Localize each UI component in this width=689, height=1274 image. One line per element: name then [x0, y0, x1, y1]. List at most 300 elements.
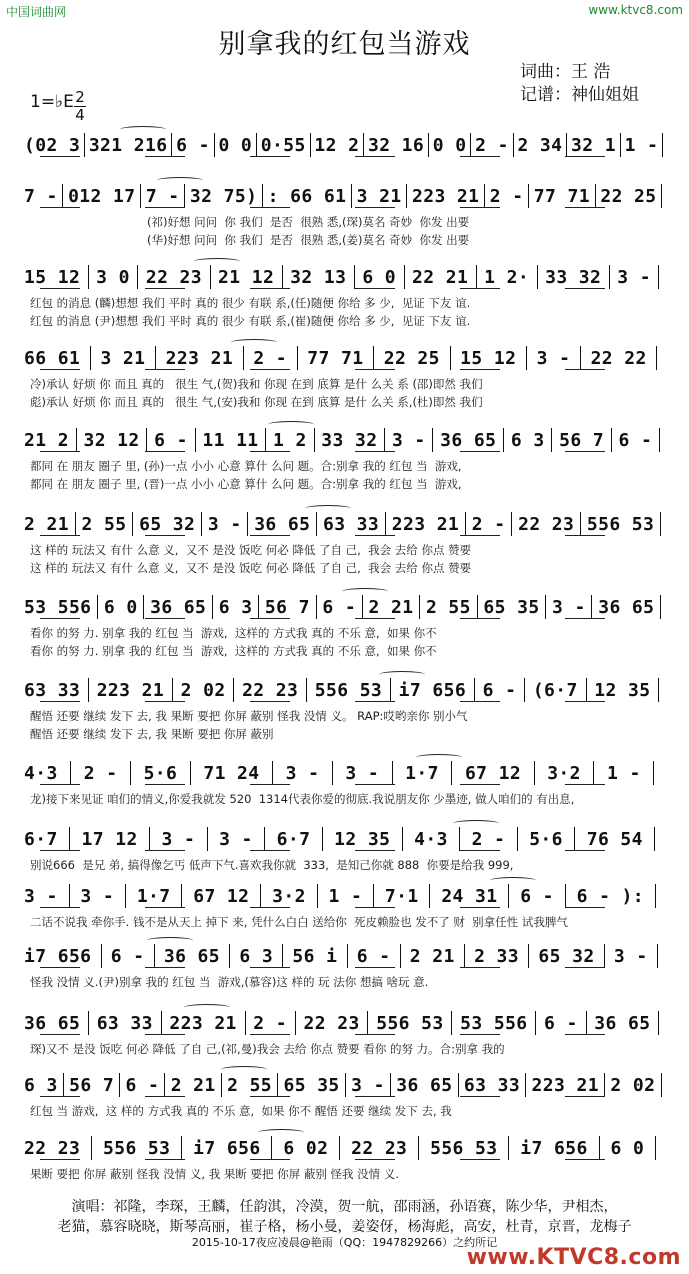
bar-line: [658, 1011, 659, 1035]
slur-mark: [490, 877, 536, 884]
beam-underline: [460, 1034, 500, 1035]
bar-line: [517, 827, 518, 851]
bar-line: [181, 1136, 182, 1160]
measure: 2 55: [425, 596, 471, 618]
lyric-line: 这 样的 玩法又 有什 么意 义, 又不 是没 饭吃 何必 降低 了自 己, 我会 去给 你点 赞要: [30, 543, 472, 557]
bar-line: [314, 428, 315, 452]
measure: 65 32: [538, 945, 595, 967]
measure: 223 21: [391, 513, 460, 535]
bar-line: [260, 884, 261, 908]
beam-underline: [145, 156, 185, 157]
beam-underline: [355, 156, 395, 157]
beam-underline: [250, 701, 290, 702]
note-line: [0, 943, 689, 969]
bar-line: [524, 678, 525, 702]
bar-line: [154, 944, 155, 968]
measure: 22 23: [351, 1137, 408, 1159]
bar-line: [70, 761, 71, 785]
bar-line: [476, 265, 477, 289]
measure: 63 33: [96, 1012, 153, 1034]
bar-line: [611, 428, 612, 452]
measure: 012 17: [68, 185, 136, 207]
bar-line: [214, 133, 215, 157]
key-signature: 1=♭E: [30, 92, 74, 112]
bar-line: [620, 133, 621, 157]
beam-underline: [565, 207, 605, 208]
measure: 3 -: [24, 885, 58, 907]
bar-line: [604, 1073, 605, 1097]
beam-underline: [145, 850, 185, 851]
lyric-line: 龙)接下来见证 咱们的情义,你爱我就发 520 1314代表你爱的彻底.我说朋友你 少墨迹, 做人咱们的 有出息,: [30, 792, 575, 806]
bar-line: [655, 1136, 656, 1160]
bar-line: [295, 1011, 296, 1035]
bar-line: [195, 428, 196, 452]
lyric-line: 醒悟 还要 继续 发下 去, 我 果断 要把 你屏 蔽别: [30, 727, 274, 741]
measure: 77 71: [307, 347, 364, 369]
measure: 6 -: [125, 1074, 160, 1096]
lyric-line: 红包 的消息 (麟)想想 我们 平时 真的 很少 有联 系,(任)随便 你给 多 少, 见证 下友 谊.: [30, 296, 471, 310]
measure: 223 21: [169, 1012, 237, 1034]
measure: 4·3: [414, 828, 448, 850]
bar-line: [101, 944, 102, 968]
measure: 6 3: [218, 596, 253, 618]
measure: 3 21: [356, 185, 402, 207]
bar-line: [63, 1073, 64, 1097]
bar-line: [609, 265, 610, 289]
measure: 0 0: [218, 134, 253, 156]
measure: : 66 61: [267, 185, 347, 207]
measure: i7 656: [398, 679, 467, 701]
bar-line: [282, 944, 283, 968]
beam-underline: [460, 967, 500, 968]
bar-line: [229, 944, 230, 968]
bar-line: [282, 265, 283, 289]
bar-line: [88, 265, 89, 289]
slur-mark: [120, 126, 166, 133]
measure: 71 24: [203, 762, 260, 784]
note-line: [0, 1072, 689, 1098]
beam-underline: [145, 784, 185, 785]
bar-line: [367, 1011, 368, 1035]
lyric-line: 红包 当 游戏, 这 样的 方式我 真的 不乐 意, 如果 你不 醒悟 还要 继续 发下 去, 我: [30, 1104, 452, 1118]
performers-line-2: 老猫，慕容晓晓，斯琴高丽，崔子格，杨小曼，姜姿伢，杨海彪，高安，杜青，京晋，龙梅子: [57, 1219, 632, 1235]
bar-line: [656, 346, 657, 370]
beam-underline: [565, 451, 605, 452]
lyric-line: 红包 的消息 (尹)想想 我们 平时 真的 很少 有联 系,(崔)随便 你给 多 少, 见证 下友 谊.: [30, 314, 471, 328]
measure: 3 -: [161, 828, 196, 850]
bar-line: [404, 265, 405, 289]
measure: 6 3: [24, 1074, 58, 1096]
beam-underline: [565, 1159, 605, 1160]
bar-line: [347, 944, 348, 968]
measure: 67 12: [193, 885, 250, 907]
beam-underline: [460, 156, 500, 157]
measure: 556 53: [314, 679, 383, 701]
measure: 22 23: [24, 1137, 81, 1159]
measure: 223 21: [165, 347, 234, 369]
measure: 22 25: [600, 185, 657, 207]
bar-line: [322, 827, 323, 851]
measure: 5·6: [143, 762, 178, 784]
measure: 2 -: [253, 1012, 288, 1034]
bar-line: [586, 678, 587, 702]
beam-underline: [145, 369, 185, 370]
measure: 2 -: [471, 828, 506, 850]
measure: 36 65: [440, 429, 497, 451]
bar-line: [503, 428, 504, 452]
lyric-line: 看你 的努 力. 别拿 我的 红包 当 游戏, 这样的 方式我 真的 不乐 意, 如果 你不: [30, 626, 437, 640]
bar-line: [428, 133, 429, 157]
slur-mark: [379, 671, 425, 678]
measure: (02 3: [24, 134, 81, 156]
bar-line: [511, 512, 512, 536]
bar-line: [450, 346, 451, 370]
measure: 6 02: [283, 1137, 329, 1159]
bar-line: [451, 1011, 452, 1035]
bar-line: [429, 884, 430, 908]
bar-line: [233, 678, 234, 702]
bar-line: [528, 944, 529, 968]
measure: 22 23: [145, 266, 203, 288]
bar-line: [580, 346, 581, 370]
bar-line: [662, 133, 663, 157]
bar-line: [534, 761, 535, 785]
measure: 32 75): [189, 185, 258, 207]
measure: 556 53: [430, 1137, 498, 1159]
beam-underline: [460, 288, 500, 289]
bar-line: [535, 1011, 536, 1035]
beam-underline: [40, 369, 80, 370]
measure: 22 22: [590, 347, 647, 369]
beam-underline: [565, 701, 605, 702]
bar-line: [277, 1073, 278, 1097]
beam-underline: [460, 451, 500, 452]
measure: 1 2: [273, 429, 307, 451]
measure: 223 21: [411, 185, 480, 207]
measure: 223 21: [96, 679, 165, 701]
bar-line: [354, 265, 355, 289]
measure: 56 7: [264, 596, 310, 618]
measure: 36 65: [150, 596, 207, 618]
beam-underline: [355, 701, 395, 702]
measure: 6 0: [610, 1137, 645, 1159]
bar-line: [130, 761, 131, 785]
measure: 2 -: [83, 762, 118, 784]
lyric-line: 二话不说我 牵你手. 钱不是从天上 掉下 来, 凭什么白白 送给你 死皮赖脸也 发不了 财 别拿任性 试我脾气: [30, 915, 568, 929]
beam-underline: [565, 535, 605, 536]
bar-line: [310, 133, 311, 157]
beam-underline: [355, 850, 395, 851]
bar-line: [580, 512, 581, 536]
beam-underline: [355, 207, 395, 208]
beam-underline: [250, 850, 290, 851]
bar-line: [451, 761, 452, 785]
bar-line: [362, 595, 363, 619]
slur-mark: [147, 937, 193, 944]
beam-underline: [145, 451, 185, 452]
measure: 6 0: [103, 596, 138, 618]
beam-underline: [250, 1096, 290, 1097]
measure: 7·1: [384, 885, 419, 907]
time-signature: [74, 90, 86, 123]
beam-underline: [250, 967, 290, 968]
bar-line: [654, 827, 655, 851]
measure: 65 35: [483, 596, 540, 618]
bar-line: [566, 133, 567, 157]
beam-underline: [145, 1096, 185, 1097]
beam-underline: [460, 618, 500, 619]
transcription-note: 2015-10-17夜应凌晨@艳雨（QQ：1947829266）之约所记: [191, 1236, 498, 1249]
measure: 1 -: [606, 762, 641, 784]
lyric-line: 都同 在 朋友 圈子 里, (晋)一点 小小 心意 算什 么问 题。合:别拿 我的 红包 当 游戏,: [30, 477, 462, 491]
bar-line: [419, 595, 420, 619]
measure: 3 -: [617, 266, 651, 288]
beam-underline: [565, 618, 605, 619]
measure: 6 -: [322, 596, 357, 618]
bar-line: [172, 678, 173, 702]
beam-underline: [355, 907, 395, 908]
measure: 3 -: [345, 762, 380, 784]
measure: 65 32: [139, 513, 196, 535]
measure: 321 216: [88, 134, 168, 156]
bar-line: [265, 428, 266, 452]
bar-line: [657, 944, 658, 968]
beam-underline: [145, 618, 185, 619]
note-line: [0, 594, 689, 620]
beam-underline: [145, 907, 185, 908]
bar-line: [264, 827, 265, 851]
measure: 7 -: [145, 185, 180, 207]
bar-line: [125, 884, 126, 908]
bar-line: [658, 265, 659, 289]
measure: 2 -: [475, 134, 509, 156]
bar-line: [390, 678, 391, 702]
beam-underline: [250, 1034, 290, 1035]
beam-underline: [250, 288, 290, 289]
beam-underline: [40, 535, 80, 536]
measure: 6 -: [544, 1012, 578, 1034]
bar-line: [384, 428, 385, 452]
beam-underline: [145, 288, 185, 289]
beam-underline: [460, 784, 500, 785]
beam-underline: [460, 850, 500, 851]
beam-underline: [40, 1034, 80, 1035]
slur-mark: [416, 754, 462, 761]
lyric-line: 彪)承认 好烦 你 而且 真的 很生 气,(安)我和 你现 在到 底算 是什 么关 系,(杜)即然 我们: [30, 395, 483, 409]
measure: 24 31: [441, 885, 498, 907]
beam-underline: [565, 850, 605, 851]
measure: 2 21: [409, 945, 455, 967]
measure: 56 i: [292, 945, 338, 967]
bar-line: [470, 133, 471, 157]
bar-line: [271, 1136, 272, 1160]
measure: 6 -: [176, 134, 210, 156]
note-line: [0, 1135, 689, 1161]
measure: 76 54: [586, 828, 643, 850]
bar-line: [345, 1073, 346, 1097]
measure: 22 21: [412, 266, 469, 288]
measure: 32 1: [571, 134, 616, 156]
slur-mark: [231, 339, 277, 346]
measure: 12 35: [334, 828, 391, 850]
note-line: [0, 427, 689, 453]
bar-line: [653, 761, 654, 785]
measure: 22 23: [518, 513, 575, 535]
measure: 36 65: [594, 1012, 651, 1034]
lyric-line: 别说666 是兄 弟, 搞得像乞丐 低声下气.喜欢我你就 333, 是知己你就 888 你要是给我 999,: [30, 858, 514, 872]
bar-line: [432, 428, 433, 452]
beam-underline: [460, 701, 500, 702]
measure: 33 32: [545, 266, 602, 288]
bar-line: [661, 1073, 662, 1097]
measure: 2 -: [471, 513, 506, 535]
measure: 556 53: [586, 513, 655, 535]
measure: 12 35: [594, 679, 651, 701]
measure: 3 -: [391, 429, 426, 451]
measure: 56 7: [69, 1074, 115, 1096]
bar-line: [88, 678, 89, 702]
measure: 32 13: [290, 266, 347, 288]
bar-line: [258, 595, 259, 619]
bar-line: [243, 346, 244, 370]
beam-underline: [355, 1096, 395, 1097]
measure: 1 -: [328, 885, 363, 907]
note-line: [0, 264, 689, 290]
measure: 3 -: [285, 762, 320, 784]
bar-line: [373, 346, 374, 370]
measure: 6·7: [276, 828, 311, 850]
measure: 1 -: [624, 134, 659, 156]
bar-line: [593, 761, 594, 785]
bar-line: [595, 184, 596, 208]
measure: 0 0: [432, 134, 467, 156]
lyric-line: 怪我 没情 义.(尹)别拿 我的 红包 当 游戏,(慕容)这 样的 玩 法你 想搞 啥玩 意.: [30, 975, 429, 989]
measure: 6 -: [618, 429, 653, 451]
measure: 21 12: [218, 266, 275, 288]
beam-underline: [250, 156, 290, 157]
bar-line: [119, 1073, 120, 1097]
measure: 2 21: [170, 1074, 216, 1096]
bar-line: [655, 884, 656, 908]
beam-underline: [145, 207, 185, 208]
measure: 56 7: [559, 429, 605, 451]
bar-line: [459, 827, 460, 851]
measure: 6 - ):: [576, 885, 645, 907]
measure: 63 33: [24, 679, 81, 701]
bar-line: [351, 184, 352, 208]
bar-line: [132, 512, 133, 536]
measure: 6 3: [239, 945, 274, 967]
bar-line: [91, 1136, 92, 1160]
transcriber: 记谱：神仙姐姐: [520, 85, 639, 105]
beam-underline: [460, 535, 500, 536]
bar-line: [247, 512, 248, 536]
bar-line: [317, 884, 318, 908]
measure: 36 65: [396, 1074, 453, 1096]
bar-line: [62, 184, 63, 208]
bar-line: [140, 184, 141, 208]
measure: 2 55: [227, 1074, 273, 1096]
slur-mark: [342, 588, 388, 595]
measure: 12 2: [314, 134, 360, 156]
note-line: [0, 183, 689, 209]
beam-underline: [460, 1159, 500, 1160]
measure: 6 0: [362, 266, 397, 288]
bar-line: [149, 827, 150, 851]
bar-line: [418, 1136, 419, 1160]
bar-line: [306, 678, 307, 702]
beam-underline: [40, 850, 80, 851]
note-line: [0, 883, 689, 909]
beam-underline: [40, 701, 80, 702]
beam-underline: [40, 784, 80, 785]
bar-line: [661, 184, 662, 208]
beam-underline: [355, 1159, 395, 1160]
note-line: [0, 826, 689, 852]
bar-line: [508, 1136, 509, 1160]
measure: i7 656: [193, 1137, 261, 1159]
time-top: 2: [75, 88, 85, 106]
bar-line: [565, 884, 566, 908]
measure: 32 16: [367, 134, 425, 156]
bar-line: [207, 827, 208, 851]
measure: 2 02: [610, 1074, 656, 1096]
lyric-line: 果断 要把 你屏 蔽别 怪我 没情 义, 我 果断 要把 你屏 蔽别 怪我 没情 义.: [30, 1167, 399, 1181]
measure: 33 32: [321, 429, 378, 451]
bar-line: [513, 133, 514, 157]
bar-line: [97, 595, 98, 619]
bar-line: [184, 184, 185, 208]
bar-line: [256, 133, 257, 157]
beam-underline: [145, 967, 185, 968]
beam-underline: [40, 967, 80, 968]
measure: 2 33: [474, 945, 520, 967]
measure: 3 -: [552, 596, 586, 618]
bar-line: [604, 944, 605, 968]
measure: 36 65: [24, 1012, 81, 1034]
beam-underline: [565, 907, 605, 908]
beam-underline: [355, 288, 395, 289]
beam-underline: [40, 618, 80, 619]
measure: 21 2: [24, 429, 69, 451]
beam-underline: [565, 1096, 605, 1097]
brand-logo: www.KTVC8.com: [466, 1245, 681, 1270]
measure: 6 -: [482, 679, 517, 701]
bar-line: [221, 1073, 222, 1097]
beam-underline: [565, 1034, 605, 1035]
beam-underline: [145, 701, 185, 702]
beam-underline: [145, 1159, 185, 1160]
bar-line: [316, 512, 317, 536]
measure: 36 65: [598, 596, 655, 618]
measure: i7 656: [24, 945, 92, 967]
bar-line: [245, 1011, 246, 1035]
measure: 4·3: [24, 762, 58, 784]
song-title: 别拿我的红包当游戏: [218, 29, 471, 60]
measure: i7 656: [520, 1137, 588, 1159]
measure: 15 12: [460, 347, 517, 369]
bar-line: [574, 827, 575, 851]
measure: 53 556: [24, 596, 92, 618]
bar-line: [146, 428, 147, 452]
bar-line: [551, 428, 552, 452]
measure: 3 -: [207, 513, 242, 535]
bar-line: [599, 1136, 600, 1160]
bar-line: [212, 595, 213, 619]
measure: 2 -: [489, 185, 524, 207]
measure: 3 -: [536, 347, 571, 369]
measure: 6·7: [24, 828, 58, 850]
